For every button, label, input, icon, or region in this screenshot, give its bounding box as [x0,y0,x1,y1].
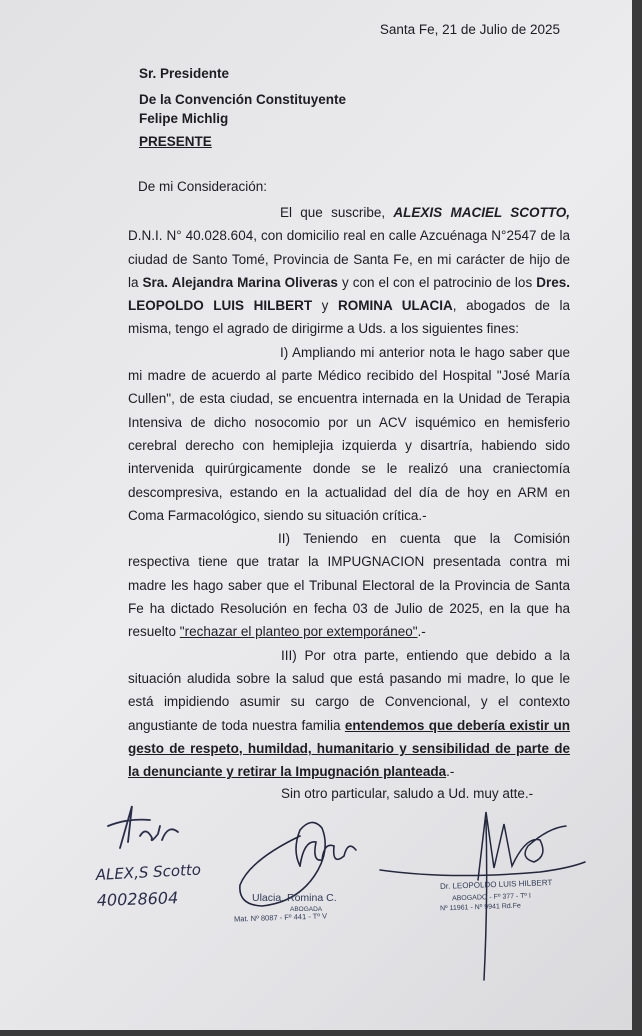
letter-date: Santa Fe, 21 de Julio de 2025 [379,22,560,37]
paragraph-three: III) Por otra parte, entiendo que debido a la situación aludida sobre la salud que está pasando mi madre, lo que le está impidiendo asumir su cargo de Convencional, y el contexto angustiante de toda nuestra familia entendemos que debería existir un gesto de respeto, humildad, humanitario y sensibilidad de parte de la denunciante y retirar la Impugnación planteada.- [128,647,571,780]
hilbert-stamp-registration: Nº 11961 - Nº 9941 Rd.Fe [439,902,521,913]
signer-name: ALEXIS MACIEL SCOTTO, [393,205,570,220]
closing-line: Sin otro particular, saludo a Ud. muy atte.- [281,786,534,801]
paragraph-one: I) Ampliando mi anterior nota le hago saber que mi madre de acuerdo al parte Médico recibido del Hospital "José María Cullen", de esta ciudad, se encuentra internada en la Unidad de Terapia Intensiva de dicho nosocomio por un ACV isquémico en hemisferio cerebral derecho con hemiplejia izquierda y disartría, habiendo sido intervenida quirúrgicamente donde se le realizó una craniectomía descompresiva, estando en la actualidad del día de hoy en ARM en Coma Farmacológico, siendo su situación crítica.- [128,344,570,523]
greeting: De mi Consideración: [138,179,268,194]
ulacia-stamp-registration: Mat. Nº 8087 - Fº 441 - Tº V [233,911,328,924]
recipient-name: Felipe Michlig [139,111,229,126]
ulacia-stamp-title: ABOGADA [290,906,323,913]
recipient-presente: PRESENTE [139,134,212,149]
request-statement: entendemos que debería existir un gesto de respeto, humildad, humanitario y sensibilidad de parte de la denunciante y retirar la Impugnación planteada [128,717,571,780]
handwritten-name: ALEX,S Scotto [95,860,202,884]
hilbert-stamp-name: Dr. LEOPOLDO LUIS HILBERT [439,878,553,891]
mother-name: Sra. Alejandra Marina Oliveras [142,274,338,290]
hilbert-stamp-title: ABOGADO - Fº 377 - Tº I [451,892,531,903]
recipient-organization: De la Convención Constituyente [139,92,347,107]
signer-signature [108,806,178,848]
intro-paragraph: El que suscribe, ALEXIS MACIEL SCOTTO, D.N.I. N° 40.028.604, con domicilio real en calle Azcuénaga N°2547 de la ciudad de Santo Tomé, Provincia de Santa Fe, en mi carácter de hijo de la Sra. Alejandra Marina Oliveras y con el con el patrocinio de los Dres. LEOPOLDO LUIS HILBERT y ROMINA ULACIA, abogados de la misma, tengo el agrado de dirigirme a Uds. a los siguientes fines: [128,205,570,337]
ulacia-stamp-name: Ulacia, Romina C. [252,892,337,904]
paragraph-two: II) Teniendo en cuenta que la Comisión respectiva tiene que tratar la IMPUGNACION presentada contra mi madre les hago saber que el Tribunal Electoral de la Provincia de Santa Fe ha dictado Resolución en fecha 03 de Julio de 2025, en la que ha resuelto "rechazar el planteo por extemporáneo".- [128,531,570,640]
recipient-title: Sr. Presidente [139,66,230,81]
handwritten-dni: 40028604 [96,888,179,910]
